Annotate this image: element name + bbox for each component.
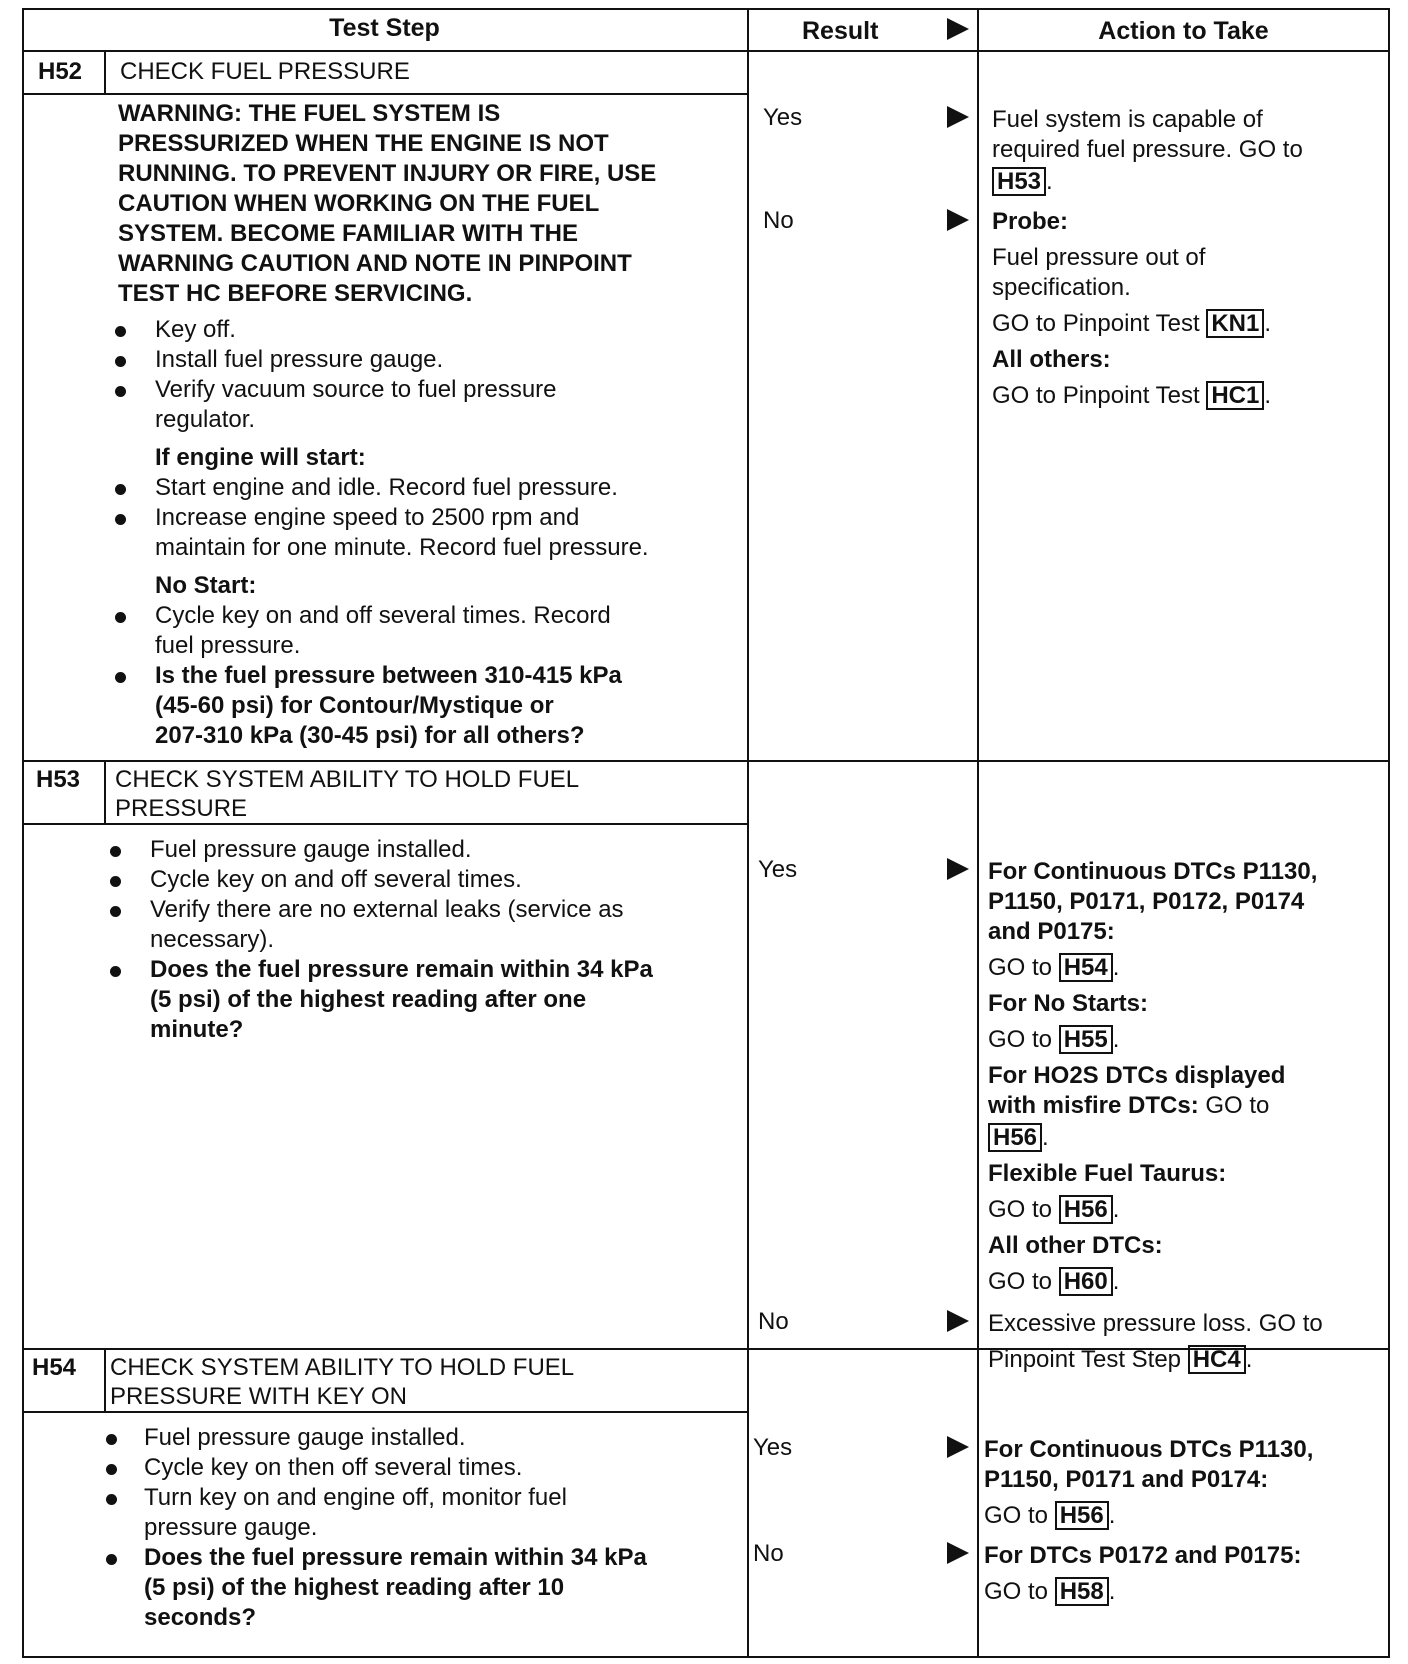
bullet-icon	[110, 846, 121, 857]
table-border-bottom	[22, 1656, 1390, 1658]
h53-bullet-text: Verify there are no external leaks (service as	[150, 896, 624, 923]
h52-bullet-text: Start engine and idle. Record fuel pressure.	[155, 474, 618, 501]
h53-no-action: Excessive pressure loss. GO to	[988, 1310, 1323, 1337]
h52-step-title: CHECK FUEL PRESSURE	[120, 58, 410, 85]
diagnostic-table	[22, 8, 1390, 1658]
h53-step-id: H53	[36, 766, 81, 793]
h52-question: (45-60 psi) for Contour/Mystique or	[155, 692, 554, 719]
h54-result-no: No	[753, 1540, 784, 1567]
bullet-icon	[106, 1554, 117, 1565]
goto-text: GO to	[988, 1026, 1053, 1053]
step-ref-h54[interactable]: H54	[1059, 953, 1113, 982]
h54-question: Does the fuel pressure remain within 34 kPa	[144, 1544, 647, 1571]
h52-bullet-text: regulator.	[155, 406, 256, 433]
step-ref-h55[interactable]: H55	[1059, 1025, 1113, 1054]
h54-question: seconds?	[144, 1604, 257, 1631]
bullet-icon	[115, 514, 126, 525]
result-arrow-icon	[947, 1310, 969, 1332]
h52-warning-line: TEST HC BEFORE SERVICING.	[118, 280, 473, 307]
h53-bullet-text: Fuel pressure gauge installed.	[150, 836, 472, 863]
goto-text: Pinpoint Test Step	[988, 1346, 1188, 1373]
h52-question: 207-310 kPa (30-45 psi) for all others?	[155, 722, 585, 749]
bullet-icon	[106, 1494, 117, 1505]
goto-text: GO to	[988, 1196, 1053, 1223]
step-ref-h53[interactable]: H53	[992, 167, 1046, 196]
bullet-icon	[115, 356, 126, 367]
h52-bullet-text: maintain for one minute. Record fuel pressure.	[155, 534, 649, 561]
h52-others-goto-line: GO to Pinpoint Test HC1 .	[992, 382, 1272, 409]
h53-question: minute?	[150, 1016, 244, 1043]
h52-title-rule	[22, 93, 747, 95]
h54-result-yes: Yes	[753, 1434, 793, 1461]
h52-warning-line: SYSTEM. BECOME FAMILIAR WITH THE	[118, 220, 578, 247]
bullet-icon	[110, 876, 121, 887]
column-divider-result	[747, 8, 749, 1658]
h54-yes-condition: For Continuous DTCs P1130,	[984, 1436, 1314, 1463]
result-arrow-icon	[947, 858, 969, 880]
h52-step-id: H52	[38, 58, 83, 85]
header-arrow-icon	[947, 18, 969, 40]
h52-warning-line: RUNNING. TO PREVENT INJURY OR FIRE, USE	[118, 160, 657, 187]
step-ref-h56[interactable]: H56	[1055, 1501, 1109, 1530]
h52-subheading: No Start:	[155, 572, 257, 599]
header-test-step: Test Step	[329, 14, 440, 42]
h54-step-title: PRESSURE WITH KEY ON	[110, 1383, 407, 1410]
h53-goto-line: GO to H56 .	[988, 1196, 1120, 1223]
h53-bullet-text: Cycle key on and off several times.	[150, 866, 522, 893]
h54-id-divider	[104, 1348, 106, 1412]
bullet-icon	[106, 1464, 117, 1475]
h52-all-others-label: All others:	[992, 346, 1111, 373]
result-arrow-icon	[947, 209, 969, 231]
h53-yes-condition: For Continuous DTCs P1130,	[988, 858, 1318, 885]
h52-no-goto-line: GO to Pinpoint Test KN1 .	[992, 310, 1272, 337]
goto-text: GO to	[988, 954, 1053, 981]
test-ref-hc1[interactable]: HC1	[1206, 381, 1264, 410]
h53-question: (5 psi) of the highest reading after one	[150, 986, 587, 1013]
step-ref-hc4[interactable]: HC4	[1188, 1345, 1246, 1374]
goto-text: GO to Pinpoint Test	[992, 382, 1200, 409]
h53-step-title: PRESSURE	[115, 795, 248, 822]
h52-bullet-text: Cycle key on and off several times. Record	[155, 602, 611, 629]
h53-yes-condition: All other DTCs:	[988, 1232, 1163, 1259]
h53-yes-condition: and P0175:	[988, 918, 1115, 945]
result-arrow-icon	[947, 1542, 969, 1564]
step-ref-h60[interactable]: H60	[1059, 1267, 1113, 1296]
step-ref-h56[interactable]: H56	[988, 1123, 1042, 1152]
h52-bullet-text: Verify vacuum source to fuel pressure	[155, 376, 557, 403]
h52-result-yes: Yes	[763, 104, 803, 131]
h52-warning-line: PRESSURIZED WHEN THE ENGINE IS NOT	[118, 130, 609, 157]
h52-warning-line: WARNING CAUTION AND NOTE IN PINPOINT	[118, 250, 632, 277]
h53-yes-condition: For HO2S DTCs displayed	[988, 1062, 1286, 1089]
h53-step-title: CHECK SYSTEM ABILITY TO HOLD FUEL	[115, 766, 580, 793]
h54-question: (5 psi) of the highest reading after 10	[144, 1574, 565, 1601]
h54-bullet-text: Cycle key on then off several times.	[144, 1454, 523, 1481]
test-ref-kn1[interactable]: KN1	[1206, 309, 1264, 338]
header-bottom-rule	[22, 50, 1390, 52]
h52-probe-label: Probe:	[992, 208, 1069, 235]
bullet-icon	[110, 906, 121, 917]
h54-bullet-text: Fuel pressure gauge installed.	[144, 1424, 466, 1451]
h52-yes-goto-line: H53 .	[992, 166, 1053, 197]
h52-subheading: If engine will start:	[155, 444, 366, 471]
h53-yes-condition: Flexible Fuel Taurus:	[988, 1160, 1227, 1187]
table-border-top	[22, 8, 1390, 10]
h53-yes-condition: P1150, P0171, P0172, P0174	[988, 888, 1305, 915]
h52-warning-line: WARNING: THE FUEL SYSTEM IS	[118, 100, 501, 127]
result-arrow-icon	[947, 106, 969, 128]
bullet-icon	[115, 672, 126, 683]
table-border-right	[1388, 8, 1390, 1658]
h53-yes-condition: For No Starts:	[988, 990, 1149, 1017]
h52-no-action: specification.	[992, 274, 1131, 301]
h52-bullet-text: Key off.	[155, 316, 236, 343]
h53-goto-line: GO to H60 .	[988, 1268, 1120, 1295]
h53-condition-text: with misfire DTCs:	[988, 1092, 1199, 1119]
h52-result-no: No	[763, 207, 794, 234]
h53-goto-line: GO to H55 .	[988, 1026, 1120, 1053]
h54-no-condition: For DTCs P0172 and P0175:	[984, 1542, 1302, 1569]
h52-bullet-text: fuel pressure.	[155, 632, 301, 659]
h52-bullet-text: Increase engine speed to 2500 rpm and	[155, 504, 580, 531]
h53-bullet-text: necessary).	[150, 926, 275, 953]
bullet-icon	[106, 1434, 117, 1445]
h54-bullet-text: Turn key on and engine off, monitor fuel	[144, 1484, 567, 1511]
bullet-icon	[115, 326, 126, 337]
goto-text: GO to	[984, 1578, 1049, 1605]
h54-goto-line: GO to H56 .	[984, 1502, 1116, 1529]
h53-id-divider	[104, 760, 106, 824]
h54-step-id: H54	[32, 1354, 77, 1381]
h53-goto-line: H56 .	[988, 1122, 1049, 1153]
column-divider-action	[977, 8, 979, 1658]
goto-text: GO to	[1205, 1092, 1270, 1119]
h52-id-divider	[104, 50, 106, 94]
h53-yes-condition-line	[988, 1090, 1269, 1121]
step-ref-h56[interactable]: H56	[1059, 1195, 1113, 1224]
h52-warning-line: CAUTION WHEN WORKING ON THE FUEL	[118, 190, 600, 217]
h53-no-goto-line: Pinpoint Test Step HC4 .	[988, 1346, 1253, 1373]
h53-result-no: No	[758, 1308, 789, 1335]
step-ref-h58[interactable]: H58	[1055, 1577, 1109, 1606]
h54-yes-condition: P1150, P0171 and P0174:	[984, 1466, 1269, 1493]
bullet-icon	[115, 386, 126, 397]
row-divider-h53	[22, 760, 1390, 762]
bullet-icon	[110, 966, 121, 977]
bullet-icon	[115, 612, 126, 623]
h52-no-action: Fuel pressure out of	[992, 244, 1206, 271]
goto-text: GO to	[984, 1502, 1049, 1529]
header-result: Result	[802, 17, 879, 45]
h52-bullet-text: Install fuel pressure gauge.	[155, 346, 444, 373]
h54-step-title: CHECK SYSTEM ABILITY TO HOLD FUEL	[110, 1354, 575, 1381]
header-action: Action to Take	[1098, 17, 1269, 45]
bullet-icon	[115, 484, 126, 495]
h52-question: Is the fuel pressure between 310-415 kPa	[155, 662, 622, 689]
goto-text: GO to Pinpoint Test	[992, 310, 1200, 337]
h52-yes-action: Fuel system is capable of	[992, 106, 1263, 133]
h53-question: Does the fuel pressure remain within 34 kPa	[150, 956, 653, 983]
goto-text: GO to	[988, 1268, 1053, 1295]
h54-goto-line: GO to H58 .	[984, 1578, 1116, 1605]
h54-bullet-text: pressure gauge.	[144, 1514, 318, 1541]
h53-result-yes: Yes	[758, 856, 798, 883]
h52-yes-action: required fuel pressure. GO to	[992, 136, 1303, 163]
result-arrow-icon	[947, 1436, 969, 1458]
h53-goto-line: GO to H54 .	[988, 954, 1120, 981]
